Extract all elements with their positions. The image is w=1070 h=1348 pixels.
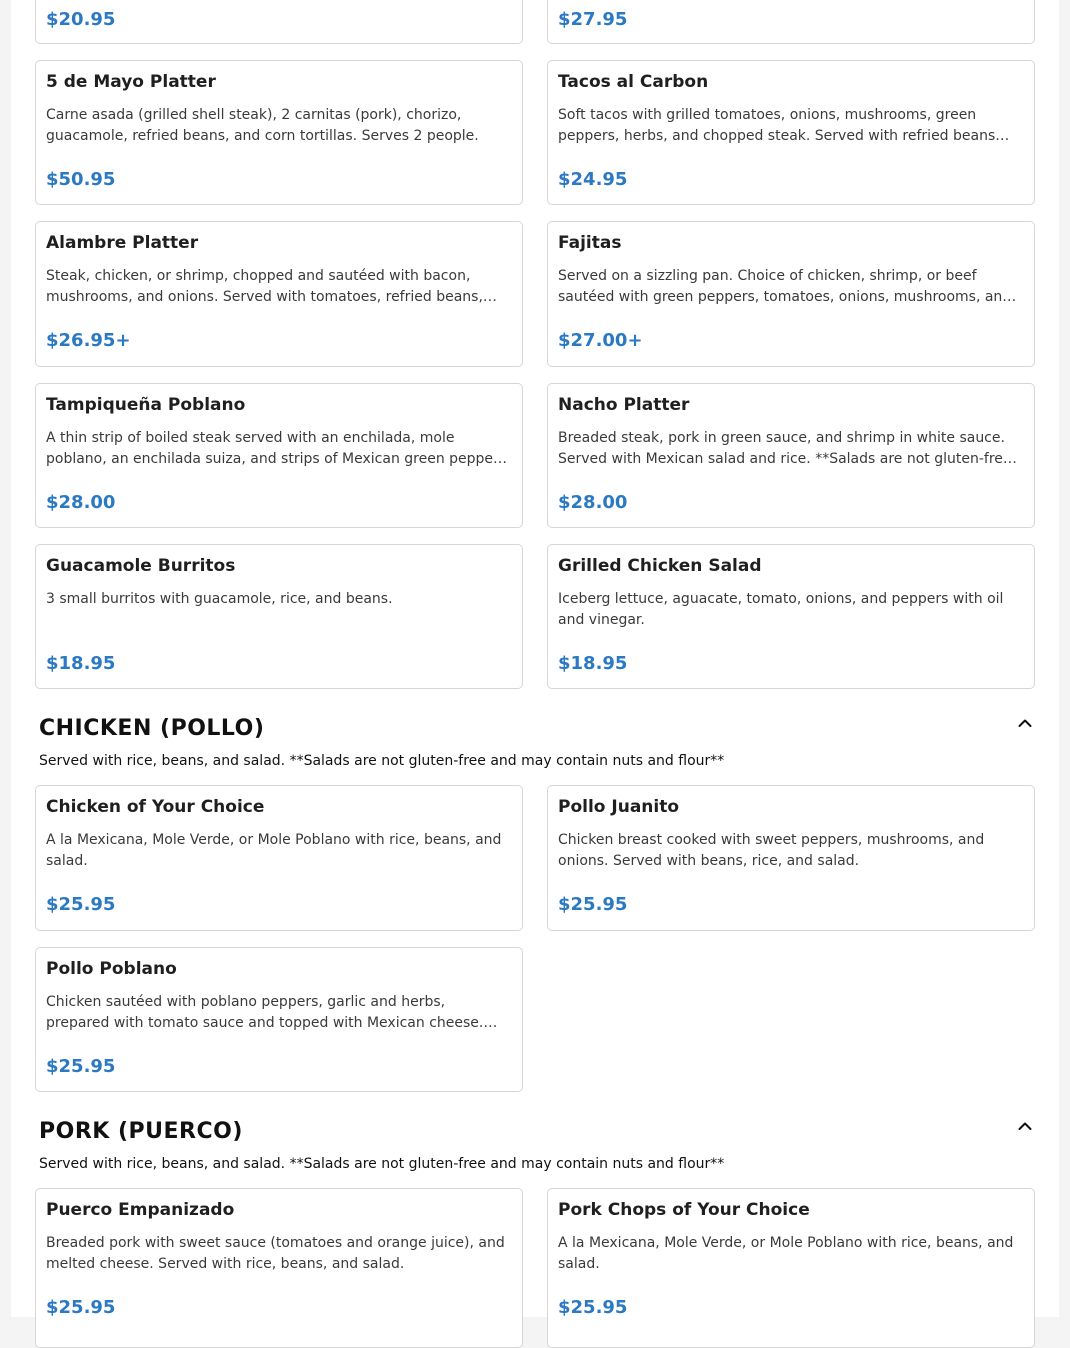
menu-page [11,0,1059,1317]
menu-item-card[interactable] [547,1188,1035,1348]
item-name: Pollo Poblano [46,959,177,979]
item-price: $18.95 [46,653,116,674]
item-price: $20.95 [46,9,116,30]
item-description: Soft tacos with grilled tomatoes, onions, mushrooms, green peppers, herbs, and chopped steak. Served with refried beans… [558,107,1010,144]
menu-item-card[interactable] [35,0,523,44]
item-price: $24.95 [558,169,628,190]
menu-item-card[interactable] [547,0,1035,44]
menu-item-card[interactable] [547,383,1035,528]
item-name: Nacho Platter [558,395,690,415]
item-price: $18.95 [558,653,628,674]
item-description: Chicken breast cooked with sweet peppers, mushrooms, and onions. Served with beans, rice, and salad. [558,832,985,869]
menu-item-card[interactable] [35,1188,523,1348]
item-description: Breaded pork with sweet sauce (tomatoes and orange juice), and melted cheese. Served with rice, beans, and salad. [46,1235,505,1272]
item-price: $25.95 [558,894,628,915]
item-price: $26.95+ [46,330,131,351]
item-name: Alambre Platter [46,233,199,253]
item-name: Grilled Chicken Salad [558,556,762,576]
chevron-up-icon[interactable] [1013,711,1037,735]
menu-item-card[interactable] [547,221,1035,367]
menu-item-card[interactable] [35,947,523,1092]
item-description: Iceberg lettuce, aguacate, tomato, onions, and peppers with oil and vinegar. [558,591,1004,628]
item-description: Steak, chicken, or shrimp, chopped and sautéed with bacon, mushrooms, and onions. Served with tomatoes, refried beans,… [46,268,497,305]
item-name: Tampiqueña Poblano [46,395,246,415]
item-price: $27.00+ [558,330,643,351]
chevron-up-icon[interactable] [1013,1114,1037,1138]
item-price: $25.95 [46,1056,116,1077]
item-price: $27.95 [558,9,628,30]
item-description: Served on a sizzling pan. Choice of chicken, shrimp, or beef sautéed with green peppers, tomatoes, onions, mushrooms, an… [558,268,1017,305]
item-description: Carne asada (grilled shell steak), 2 carnitas (pork), chorizo, guacamole, refried beans, and corn tortillas. Serves 2 people. [46,107,479,144]
item-description: Chicken sautéed with poblano peppers, garlic and herbs, prepared with tomato sauce and topped with Mexican cheese.… [46,994,498,1031]
menu-item-card[interactable] [547,544,1035,689]
section-subtitle-chicken: Served with rice, beans, and salad. **Salads are not gluten-free and may contain nuts and flour** [39,753,725,769]
menu-item-card[interactable] [35,785,523,931]
item-description: 3 small burritos with guacamole, rice, and beans. [46,591,393,607]
item-price: $28.00 [46,492,116,513]
item-name: 5 de Mayo Platter [46,72,216,92]
menu-item-card[interactable] [547,60,1035,205]
section-title-chicken: CHICKEN (POLLO) [39,716,265,741]
section-title-pork: PORK (PUERCO) [39,1119,243,1144]
menu-item-card[interactable] [35,221,523,367]
menu-item-card[interactable] [35,60,523,205]
item-name: Guacamole Burritos [46,556,236,576]
item-name: Fajitas [558,233,622,253]
item-description: A thin strip of boiled steak served with an enchilada, mole poblano, an enchilada suiza, and strips of Mexican green peppe… [46,430,508,467]
item-price: $28.00 [558,492,628,513]
item-price: $25.95 [558,1297,628,1318]
menu-item-card[interactable] [35,544,523,689]
menu-item-card[interactable] [35,383,523,528]
menu-item-card[interactable] [547,785,1035,931]
item-name: Pork Chops of Your Choice [558,1200,810,1220]
section-subtitle-pork: Served with rice, beans, and salad. **Salads are not gluten-free and may contain nuts and flour** [39,1156,725,1172]
item-price: $25.95 [46,1297,116,1318]
item-name: Tacos al Carbon [558,72,709,92]
item-name: Pollo Juanito [558,797,680,817]
item-description: A la Mexicana, Mole Verde, or Mole Poblano with rice, beans, and salad. [558,1235,1014,1272]
item-price: $50.95 [46,169,116,190]
item-name: Puerco Empanizado [46,1200,235,1220]
item-description: A la Mexicana, Mole Verde, or Mole Poblano with rice, beans, and salad. [46,832,502,869]
item-price: $25.95 [46,894,116,915]
item-description: Breaded steak, pork in green sauce, and shrimp in white sauce. Served with Mexican salad and rice. **Salads are not gluten-fre… [558,430,1017,467]
item-name: Chicken of Your Choice [46,797,265,817]
